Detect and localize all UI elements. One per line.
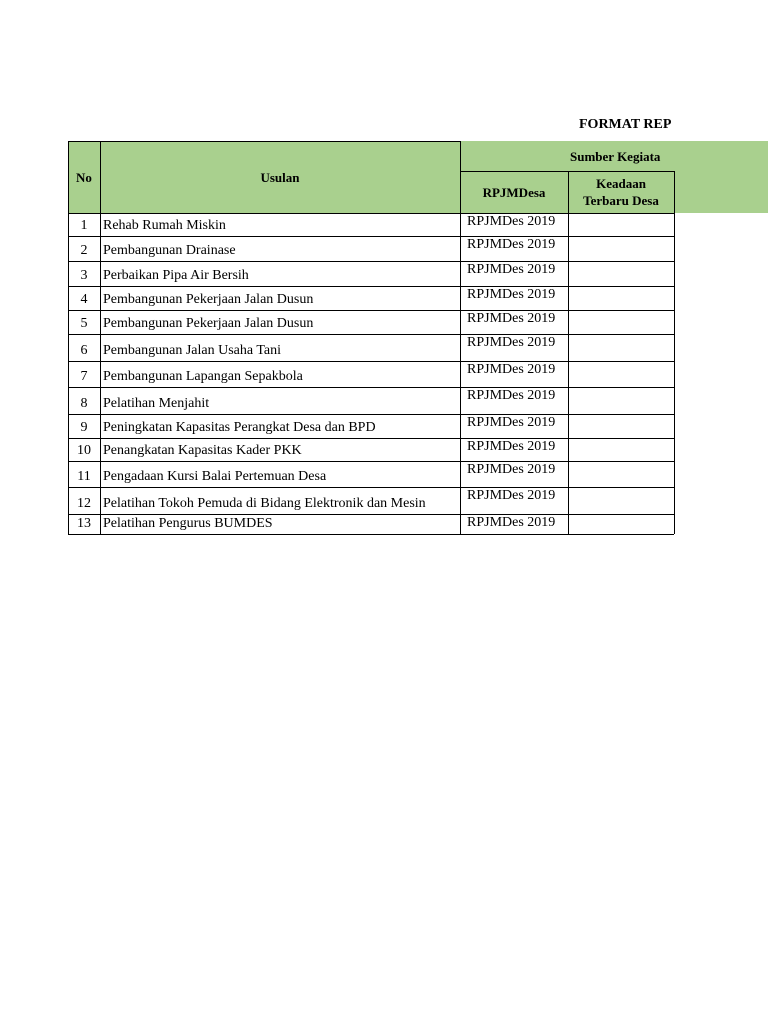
grid-line-horizontal [68, 414, 674, 415]
cell-no[interactable]: 7 [80, 369, 88, 384]
grid-line-horizontal [68, 387, 674, 388]
grid-line-horizontal [68, 261, 674, 262]
cell-no[interactable]: 5 [80, 316, 88, 331]
cell-usulan[interactable]: Perbaikan Pipa Air Bersih [103, 268, 249, 283]
grid-line-vertical [460, 141, 461, 534]
grid-line-horizontal [68, 361, 674, 362]
grid-line-horizontal [68, 310, 674, 311]
cell-keadaan[interactable] [568, 461, 674, 487]
grid-line-horizontal [68, 286, 674, 287]
cell-no[interactable]: 2 [80, 243, 88, 258]
header-rpjmdesa-label: RPJMDesa [482, 184, 546, 200]
cell-keadaan[interactable] [568, 514, 674, 534]
cell-usulan[interactable]: Peningkatan Kapasitas Perangkat Desa dan BPD [103, 420, 376, 435]
header-no-label: No [76, 169, 92, 185]
grid-line-horizontal [68, 213, 674, 214]
cell-keadaan[interactable] [568, 438, 674, 461]
cell-no[interactable]: 6 [80, 343, 88, 358]
cell-sumber[interactable]: RPJMDes 2019 [467, 515, 556, 530]
cell-sumber[interactable]: RPJMDes 2019 [467, 488, 556, 503]
grid-line-horizontal [68, 487, 674, 488]
grid-line-horizontal [68, 334, 674, 335]
cell-keadaan[interactable] [568, 334, 674, 361]
cell-keadaan[interactable] [568, 286, 674, 310]
cell-no[interactable]: 13 [77, 516, 91, 531]
grid-line-horizontal [68, 461, 674, 462]
header-usulan-label: Usulan [260, 169, 300, 185]
header-rpjmdesa [460, 171, 568, 213]
grid-line-vertical [674, 171, 675, 534]
cell-sumber[interactable]: RPJMDes 2019 [467, 439, 556, 454]
grid-line-horizontal [68, 236, 674, 237]
cell-no[interactable]: 9 [80, 420, 88, 435]
cell-sumber[interactable]: RPJMDes 2019 [467, 388, 556, 403]
cell-sumber[interactable]: RPJMDes 2019 [467, 415, 556, 430]
cell-usulan[interactable]: Pelatihan Pengurus BUMDES [103, 516, 273, 531]
cell-no[interactable]: 8 [80, 396, 88, 411]
cell-keadaan[interactable] [568, 236, 674, 261]
header-fill-extension [674, 141, 768, 213]
grid-line-horizontal [68, 141, 460, 142]
cell-sumber[interactable]: RPJMDes 2019 [467, 462, 556, 477]
header-usulan [100, 141, 460, 213]
grid-line-vertical [68, 141, 69, 534]
document-title: FORMAT REP [579, 117, 672, 132]
cell-keadaan[interactable] [568, 414, 674, 438]
grid-line-vertical [100, 141, 101, 534]
cell-sumber[interactable]: RPJMDes 2019 [467, 311, 556, 326]
header-keadaan-line2: Terbaru Desa [583, 193, 659, 208]
cell-usulan[interactable]: Pembangunan Lapangan Sepakbola [103, 369, 303, 384]
cell-usulan[interactable]: Penangkatan Kapasitas Kader PKK [103, 443, 302, 458]
cell-no[interactable]: 11 [77, 469, 91, 484]
cell-keadaan[interactable] [568, 387, 674, 414]
grid-line-horizontal [68, 514, 674, 515]
header-keadaan-terbaru [568, 171, 674, 213]
cell-keadaan[interactable] [568, 310, 674, 334]
grid-line-horizontal [68, 438, 674, 439]
cell-usulan[interactable]: Pembangunan Drainase [103, 243, 236, 258]
cell-usulan[interactable]: Pelatihan Tokoh Pemuda di Bidang Elektronik dan Mesin [103, 496, 426, 511]
cell-sumber[interactable]: RPJMDes 2019 [467, 362, 556, 377]
cell-usulan[interactable]: Pembangunan Pekerjaan Jalan Dusun [103, 316, 314, 331]
cell-no[interactable]: 10 [77, 443, 91, 458]
cell-no[interactable]: 1 [80, 218, 88, 233]
cell-usulan[interactable]: Rehab Rumah Miskin [103, 218, 226, 233]
header-no [68, 141, 100, 213]
cell-sumber[interactable]: RPJMDes 2019 [467, 237, 556, 252]
cell-keadaan[interactable] [568, 361, 674, 387]
grid-line-horizontal [68, 534, 674, 535]
cell-keadaan[interactable] [568, 261, 674, 286]
cell-usulan[interactable]: Pengadaan Kursi Balai Pertemuan Desa [103, 469, 327, 484]
cell-usulan[interactable]: Pembangunan Pekerjaan Jalan Dusun [103, 292, 314, 307]
header-keadaan-line1: Keadaan [596, 176, 646, 191]
cell-no[interactable]: 3 [80, 268, 88, 283]
cell-no[interactable]: 12 [77, 496, 91, 511]
cell-sumber[interactable]: RPJMDes 2019 [467, 335, 556, 350]
grid-line-vertical [568, 171, 569, 534]
cell-no[interactable]: 4 [80, 292, 88, 307]
cell-keadaan[interactable] [568, 213, 674, 236]
cell-usulan[interactable]: Pembangunan Jalan Usaha Tani [103, 343, 281, 358]
grid-line-horizontal [460, 171, 674, 172]
cell-sumber[interactable]: RPJMDes 2019 [467, 287, 556, 302]
header-sumber-label: Sumber Kegiata [570, 148, 661, 164]
cell-keadaan[interactable] [568, 487, 674, 514]
cell-sumber[interactable]: RPJMDes 2019 [467, 262, 556, 277]
cell-sumber[interactable]: RPJMDes 2019 [467, 214, 556, 229]
cell-usulan[interactable]: Pelatihan Menjahit [103, 396, 210, 411]
